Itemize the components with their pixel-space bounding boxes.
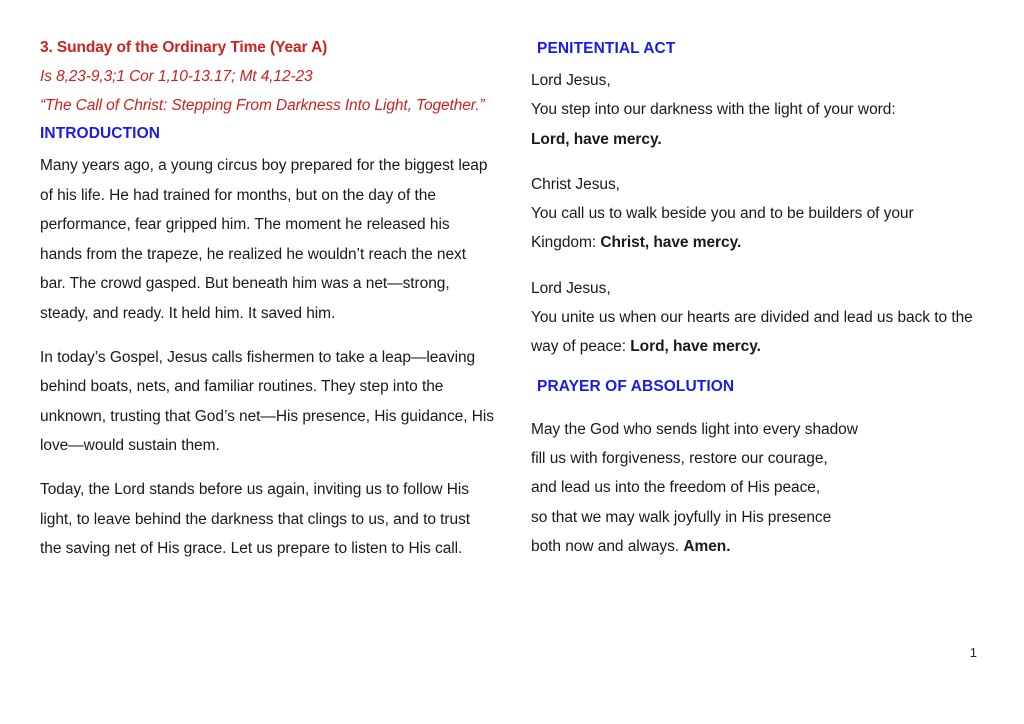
- invocation-address: Lord Jesus,: [531, 72, 611, 89]
- theme-quote: “The Call of Christ: Stepping From Darkness Into Light, Together.”: [40, 97, 485, 114]
- penitential-act-heading: PENITENTIAL ACT: [537, 40, 676, 57]
- invocation-address: Lord Jesus,: [531, 279, 611, 297]
- introduction-paragraph: Many years ago, a young circus boy prepared for the biggest leap of his life. He had trained for months, but on the day of the performance, fear gripped him. The moment he released his hands from the trapeze, he realized he wouldn’t reach the next bar. The crowd gasped. But beneath him was a net—strong, steady, and ready. It held him. It saved him.: [40, 157, 488, 322]
- invocation-petition: You call us to walk beside you and to be builders of your Kingdom:: [531, 205, 914, 252]
- invocation-response: Lord, have mercy.: [531, 130, 662, 148]
- invocation-response: Christ, have mercy.: [600, 234, 742, 252]
- absolution-line: so that we may walk joyfully in His presence: [531, 508, 832, 526]
- invocation-petition: You step into our darkness with the light of your word:: [531, 101, 896, 119]
- introduction-heading: INTRODUCTION: [40, 125, 161, 142]
- invocation-petition: You unite us when our hearts are divided and lead us back to the way of peace:: [531, 309, 973, 356]
- introduction-paragraph: In today’s Gospel, Jesus calls fishermen to take a leap—leaving behind boats, nets, and familiar routines. They step into the unknown, trusting that God’s net—His presence, His guidance, His love—would sustain them.: [40, 348, 494, 455]
- page-title: 3. Sunday of the Ordinary Time (Year A): [40, 39, 328, 56]
- penitential-invocation: [531, 170, 979, 258]
- prayer-spacer: [531, 404, 979, 415]
- penitential-invocation: [531, 274, 979, 362]
- left-column: [40, 38, 495, 564]
- penitential-invocation: [531, 66, 979, 154]
- invocation-address: Christ Jesus,: [531, 175, 620, 193]
- absolution-line: May the God who sends light into every shadow: [531, 420, 858, 438]
- absolution-line: fill us with forgiveness, restore our courage,: [531, 449, 828, 467]
- introduction-paragraph: Today, the Lord stands before us again, inviting us to follow His light, to leave behind the darkness that clings to us, and to trust the saving net of His grace. Let us prepare to listen to His call.: [40, 480, 471, 558]
- absolution-heading: PRAYER OF ABSOLUTION: [537, 377, 735, 395]
- absolution-line: and lead us into the freedom of His peace,: [531, 479, 821, 497]
- absolution-line: both now and always.: [531, 537, 684, 555]
- invocation-response: Lord, have mercy.: [630, 338, 761, 356]
- absolution-amen: Amen.: [683, 537, 731, 555]
- absolution-prayer: [531, 415, 979, 561]
- page-number: 1: [969, 645, 977, 660]
- scripture-reference: Is 8,23-9,3;1 Cor 1,10-13.17; Mt 4,12-23: [40, 68, 313, 85]
- right-column: [531, 38, 979, 577]
